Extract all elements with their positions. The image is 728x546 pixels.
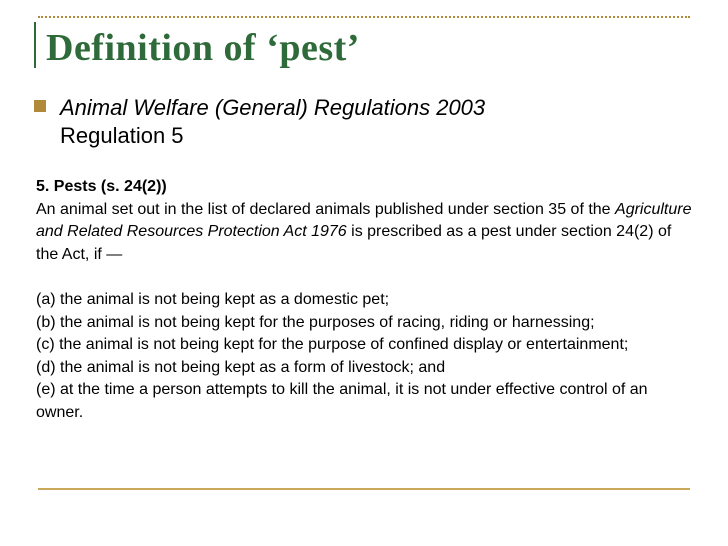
regulation-name: Animal Welfare (General) Regulations 2003 — [60, 95, 486, 120]
bullet-item — [60, 94, 485, 150]
act-title: Agriculture and Related Resources Protection Act 1976 — [36, 200, 692, 241]
condition-item: (c) the animal is not being kept for the purpose of confined display or entertainment; — [36, 336, 629, 354]
slide-title: Definition of ‘pest’ — [46, 27, 360, 69]
condition-item: (d) the animal is not being kept as a form of livestock; and — [36, 358, 446, 376]
condition-item: (b) the animal is not being kept for the purposes of racing, riding or harnessing; — [36, 313, 595, 331]
paragraph-gap — [36, 266, 696, 289]
intro-paragraph — [36, 199, 696, 267]
square-bullet-icon — [34, 100, 46, 112]
intro-text-start: An animal set out in the list of declared animals published under section 35 of the — [36, 200, 616, 218]
regulation-number: Regulation 5 — [60, 123, 184, 148]
intro-text-end: is prescribed as a pest under section 24(2) of the Act, if — — [36, 223, 672, 263]
bottom-divider — [38, 488, 690, 490]
condition-item: (a) the animal is not being kept as a domestic pet; — [36, 290, 390, 308]
regulation-text — [36, 176, 696, 425]
title-accent-bar — [34, 22, 36, 68]
condition-item: (e) at the time a person attempts to kill the animal, it is not under effective control of an owner. — [36, 381, 648, 421]
section-heading: 5. Pests (s. 24(2)) — [36, 178, 167, 195]
top-divider — [38, 16, 690, 18]
